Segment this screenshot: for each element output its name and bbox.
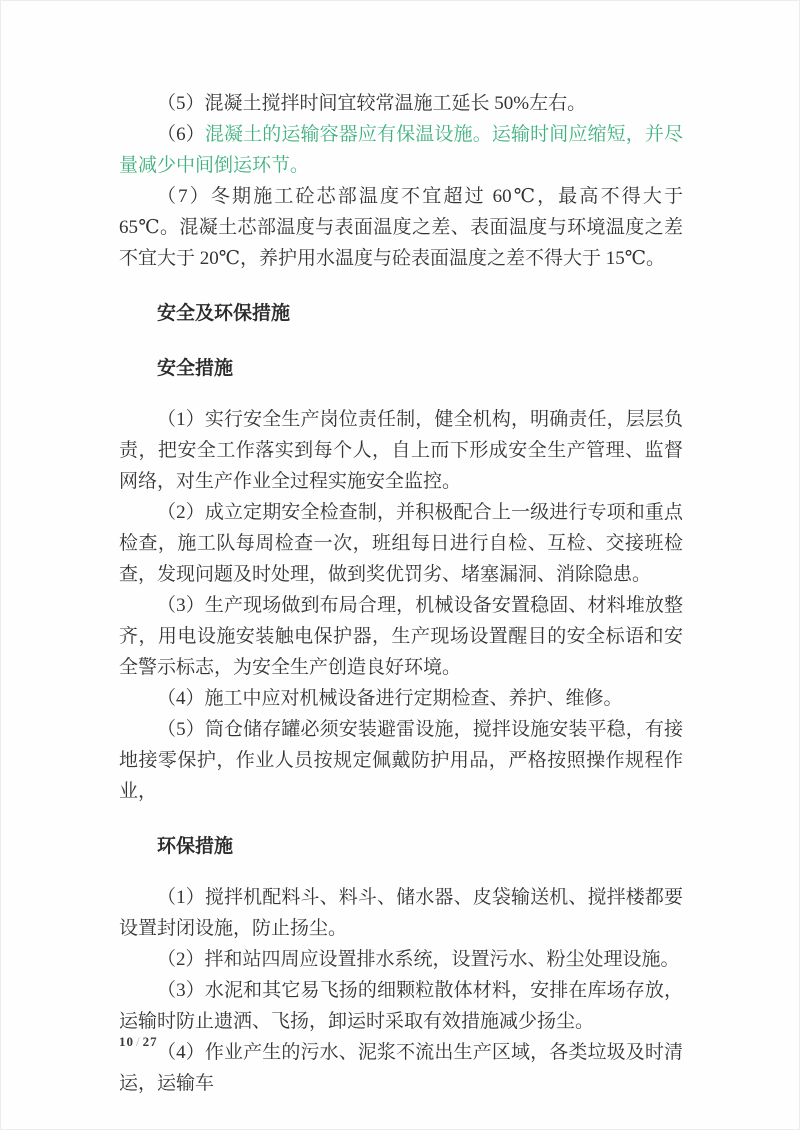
safety-paragraph-3: （3）生产现场做到布局合理，机械设备安置稳固、材料堆放整齐，用电设施安装触电保护器，生产现场设置醒目的安全标语和安全警示标志，为安全生产创造良好环境。 <box>119 595 683 678</box>
page-number-total: 27 <box>142 1034 158 1049</box>
paragraph-winter-7: （7）冬期施工砼芯部温度不宜超过 60℃，最高不得大于 65℃。混凝土芯部温度与表面温度之差、表面温度与环境温度之差不宜大于 20℃，养护用水温度与砼表面温度之差不得大于 15℃。 <box>119 186 683 269</box>
page-number-separator: / <box>136 1034 141 1049</box>
heading-env-measures: 环保措施 <box>157 836 234 857</box>
safety-paragraph-4: （4）施工中应对机械设备进行定期检查、养护、维修。 <box>157 688 623 709</box>
heading-safety-measures: 安全措施 <box>157 358 234 379</box>
env-paragraph-1: （1）搅拌机配料斗、料斗、储水器、皮袋输送机、搅拌楼都要设置封闭设施，防止扬尘。 <box>119 887 683 939</box>
safety-paragraph-2: （2）成立定期安全检查制，并积极配合上一级进行专项和重点检查，施工队每周检查一次，班组每日进行自检、互检、交接班检查，发现问题及时处理，做到奖优罚劣、堵塞漏洞、消除隐患。 <box>119 502 683 585</box>
page-number-current: 10 <box>119 1034 134 1049</box>
env-paragraph-3: （3）水泥和其它易飞扬的细颗粒散体材料，安排在库场存放，运输时防止遗洒、飞扬，卸运时采取有效措施减少扬尘。 <box>119 980 683 1032</box>
env-paragraph-2: （2）拌和站四周应设置排水系统，设置污水、粉尘处理设施。 <box>157 949 680 970</box>
env-paragraph-4: （4）作业产生的污水、泥浆不流出生产区域，各类垃圾及时清运，运输车 <box>119 1042 683 1094</box>
safety-paragraph-1: （1）实行安全生产岗位责任制，健全机构，明确责任，层层负责，把安全工作落实到每个人，自上而下形成安全生产管理、监督网络，对生产作业全过程实施安全监控。 <box>119 409 683 492</box>
paragraph-number: （6） <box>157 124 205 145</box>
page-number <box>119 1026 158 1057</box>
highlighted-green-text: 混凝土的运输容器应有保温设施。运输时间应缩短，并尽量减少中间倒运环节。 <box>119 124 683 176</box>
heading-safety-and-env-measures: 安全及环保措施 <box>157 303 291 324</box>
paragraph-winter-6 <box>119 119 683 181</box>
paragraph-winter-5: （5）混凝土搅拌时间宜较常温施工延长 50%左右。 <box>157 93 587 114</box>
safety-paragraph-5: （5）筒仓储存罐必须安装避雷设施，搅拌设施安装平稳，有接地接零保护，作业人员按规定佩戴防护用品，严格按照操作规程作业， <box>119 719 683 802</box>
